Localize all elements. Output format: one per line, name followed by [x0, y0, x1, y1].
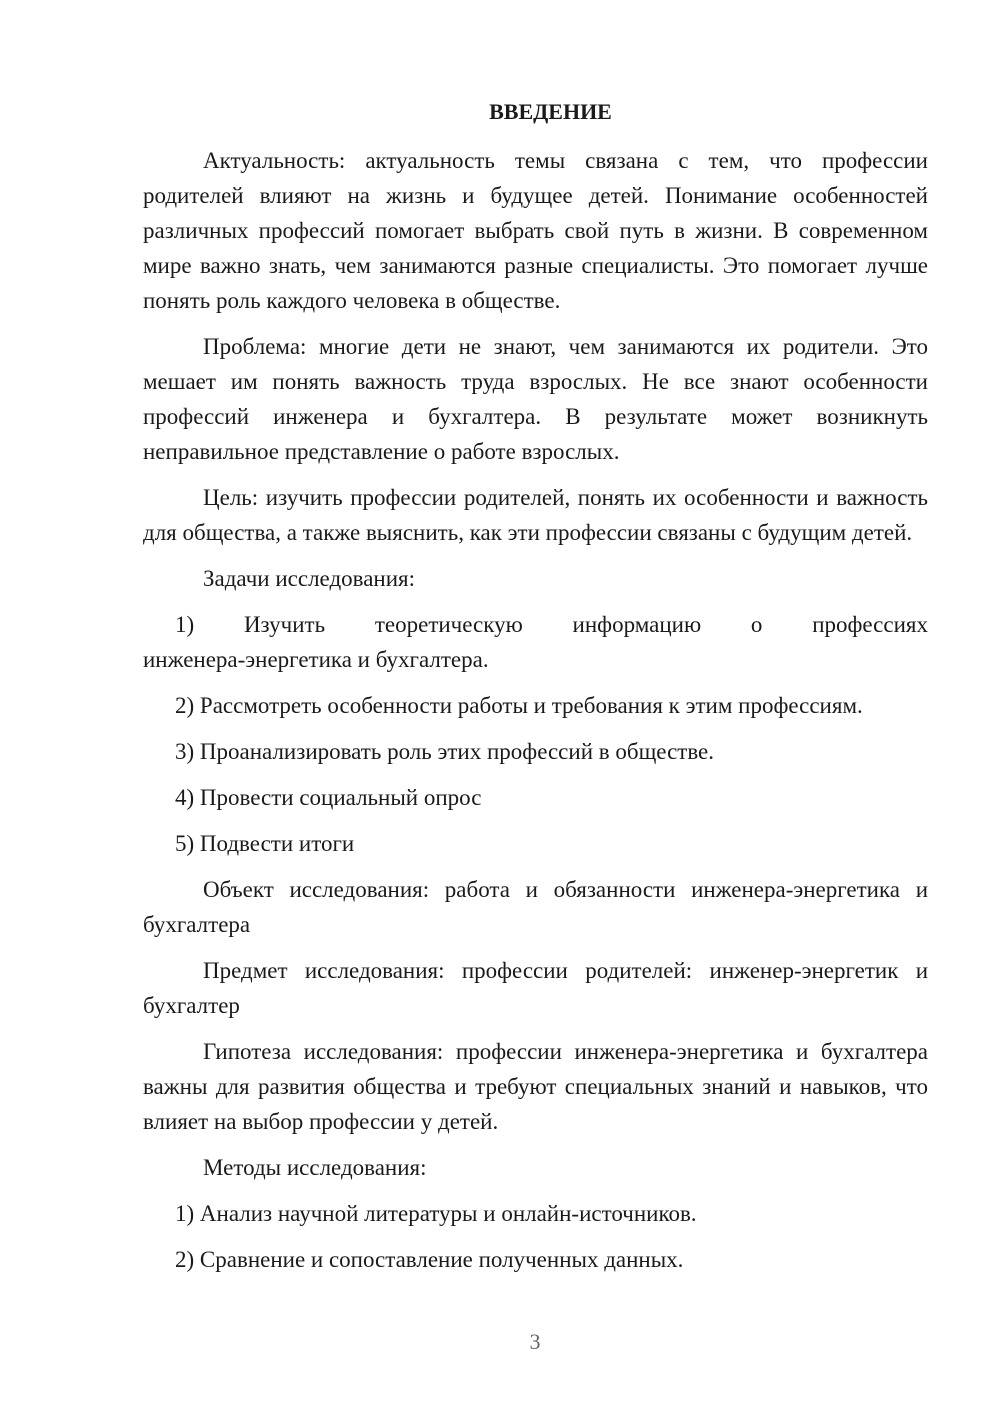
- goal-paragraph: Цель: изучить профессии родителей, понять их особенности и важность для общества, а также выяснить, как эти профессии связаны с будущим детей.: [143, 485, 928, 545]
- page-number: 3: [529, 1329, 541, 1354]
- problem-paragraph: Проблема: многие дети не знают, чем занимаются их родители. Это мешает им понять важность труда взрослых. Не все знают особенности профессий инженера и бухгалтера. В результате может возникнуть неправильное представление о работе взрослых.: [143, 334, 928, 464]
- task-item-5: 5) Подвести итоги: [175, 831, 355, 856]
- task-item-3: 3) Проанализировать роль этих профессий в обществе.: [175, 739, 715, 764]
- task-item-4: 4) Провести социальный опрос: [175, 785, 482, 810]
- task-item-1-line-1: 1) Изучить теоретическую информацию о профессиях: [175, 612, 928, 637]
- task-item-1-line-2: инженера-энергетика и бухгалтера.: [143, 647, 489, 672]
- object-paragraph: Объект исследования: работа и обязанности инженера-энергетика и бухгалтера: [143, 877, 928, 937]
- section-heading: ВВЕДЕНИЕ: [489, 99, 612, 124]
- relevance-paragraph: Актуальность: актуальность темы связана с тем, что профессии родителей влияют на жизнь и будущее детей. Понимание особенностей различных профессий помогает выбрать свой путь в жизни. В современном мире важно знать, чем занимаются разные специалисты. Это помогает лучше понять роль каждого человека в обществе.: [143, 148, 928, 313]
- method-item-2: 2) Сравнение и сопоставление полученных данных.: [175, 1247, 684, 1272]
- tasks-title: Задачи исследования:: [203, 566, 416, 591]
- methods-title: Методы исследования:: [203, 1155, 427, 1180]
- task-item-2: 2) Рассмотреть особенности работы и требования к этим профессиям.: [175, 693, 863, 718]
- subject-paragraph: Предмет исследования: профессии родителей: инженер-энергетик и бухгалтер: [143, 958, 928, 1018]
- page-content: [143, 94, 928, 1288]
- method-item-1: 1) Анализ научной литературы и онлайн-источников.: [175, 1201, 697, 1226]
- hypothesis-paragraph: Гипотеза исследования: профессии инженера-энергетика и бухгалтера важны для развития общества и требуют специальных знаний и навыков, что влияет на выбор профессии у детей.: [143, 1039, 928, 1134]
